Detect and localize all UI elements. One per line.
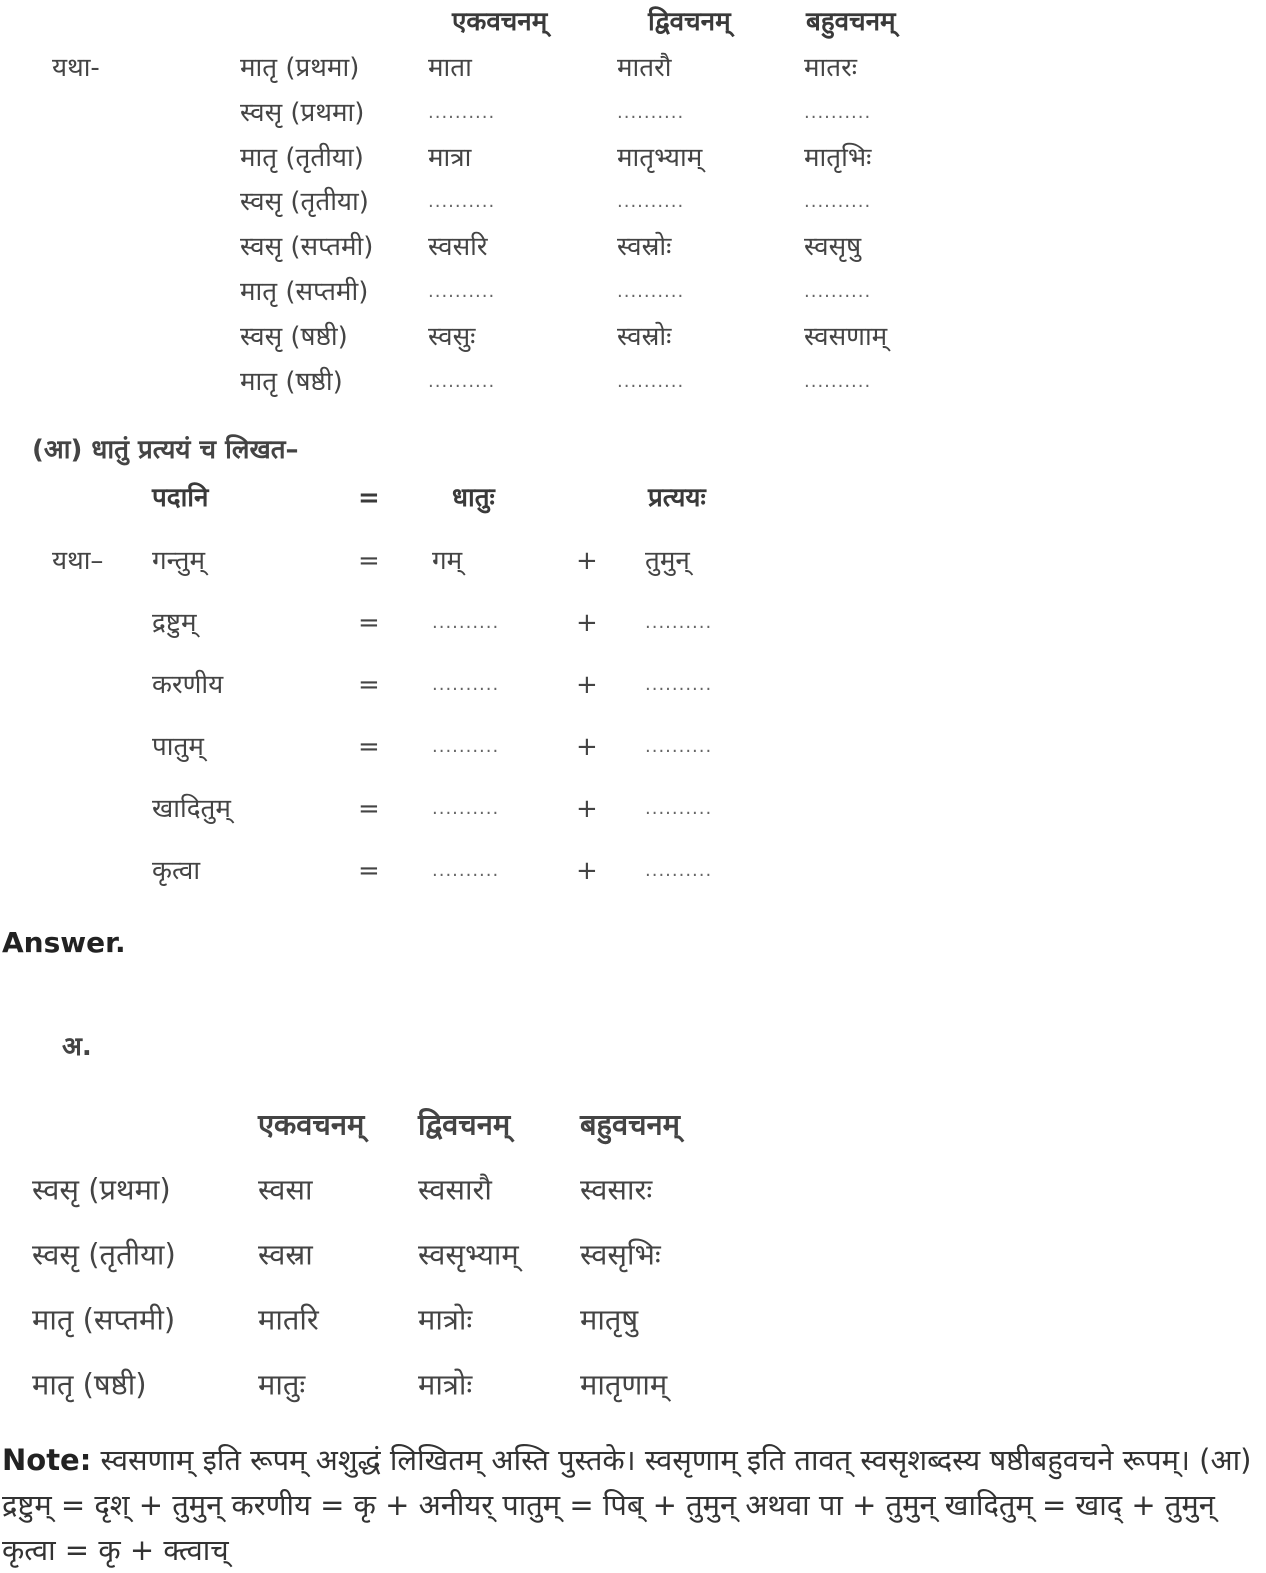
table-cell: .......... (617, 370, 685, 392)
table-cell: माता (428, 53, 472, 83)
table-cell: .......... (432, 736, 500, 757)
table-cell: स्वसृभिः (580, 1237, 661, 1272)
table-cell: स्वसणाम् (804, 321, 888, 352)
table-cell: .......... (645, 674, 713, 695)
table-cell: = (358, 670, 380, 700)
table-cell: स्वसा (258, 1172, 313, 1207)
table-cell: = (358, 794, 380, 824)
table-cell: = (358, 608, 380, 638)
column-header: प्रत्ययः (648, 483, 706, 513)
table-cell: स्वसृभ्याम् (418, 1237, 519, 1272)
table-cell: + (576, 608, 598, 638)
note-paragraph (2, 1438, 1266, 1573)
table-cell: मातृणाम् (580, 1367, 668, 1402)
table-cell: .......... (432, 612, 500, 633)
column-header: पदानि (152, 483, 209, 513)
row-label: स्वसृ (षष्ठी) (240, 321, 348, 352)
table-cell: .......... (432, 798, 500, 819)
table-cell: .......... (617, 281, 685, 302)
table-cell: .......... (432, 860, 500, 881)
column-header: = (358, 483, 380, 513)
row-label: स्वसृ (सप्तमी) (240, 232, 374, 263)
table-cell: = (358, 856, 380, 886)
table-cell: + (576, 794, 598, 824)
table-cell: स्वसारौ (418, 1172, 492, 1207)
table-cell: + (576, 670, 598, 700)
column-header: द्विवचनम् (418, 1107, 511, 1142)
table-cell: स्वसारः (580, 1172, 653, 1207)
table-cell: .......... (645, 612, 713, 633)
table-cell: = (358, 732, 380, 762)
row-label: मातृ (सप्तमी) (240, 277, 369, 307)
table-cell: स्वस्रा (258, 1237, 313, 1272)
table-cell: .......... (617, 101, 685, 123)
table-cell: तुमुन् (645, 546, 690, 576)
row-label: मातृ (षष्ठी) (32, 1367, 147, 1402)
row-label: मातृ (सप्तमी) (32, 1302, 176, 1337)
table-cell: मातरि (258, 1302, 319, 1337)
table-cell: मातुः (258, 1367, 306, 1402)
row-label: मातृ (तृतीया) (240, 142, 364, 173)
row-label: कृत्वा (152, 856, 201, 886)
row-label: खादितुम् (152, 794, 231, 824)
row-label: पातुम् (152, 732, 204, 762)
answer-sub-label: अ. (62, 1032, 92, 1062)
table-cell: स्वसुः (428, 321, 476, 352)
row-label: मातृ (प्रथमा) (240, 53, 360, 83)
column-header: द्विवचनम् (648, 7, 731, 37)
section-aa-title: (आ) धातुं प्रत्ययं च लिखत– (32, 435, 299, 465)
table-cell: स्वस्रोः (617, 232, 672, 263)
table-cell: स्वस्रोः (617, 321, 672, 352)
column-header: बहुवचनम् (580, 1107, 680, 1142)
table-cell: गम् (432, 546, 463, 576)
row-label: स्वसृ (प्रथमा) (32, 1172, 171, 1207)
example-label-2: यथा– (52, 546, 104, 576)
row-label: स्वसृ (तृतीया) (240, 187, 369, 218)
row-label: गन्तुम् (152, 546, 206, 576)
table-cell: मातृभिः (804, 142, 872, 173)
column-header: धातुः (452, 483, 495, 513)
table-cell: .......... (645, 736, 713, 757)
table-cell: .......... (428, 101, 496, 123)
row-label: करणीय (152, 670, 224, 700)
table-cell: स्वसृषु (804, 232, 862, 263)
table-cell: मातरौ (617, 53, 672, 83)
note-label: Note: (2, 1443, 92, 1477)
table-cell: .......... (617, 191, 685, 213)
table-cell: + (576, 856, 598, 886)
table-cell: मातृभ्याम् (617, 142, 703, 173)
answer-heading: Answer. (2, 926, 126, 959)
table-cell: .......... (804, 281, 872, 302)
column-header: बहुवचनम् (806, 7, 896, 37)
table-cell: + (576, 546, 598, 576)
table-cell: मात्रोः (418, 1302, 473, 1337)
table-cell: .......... (804, 191, 872, 213)
table-cell: स्वसरि (428, 232, 488, 263)
row-label: स्वसृ (तृतीया) (32, 1237, 176, 1272)
table-cell: .......... (428, 191, 496, 213)
table-cell: मातरः (804, 53, 857, 83)
table-cell: + (576, 732, 598, 762)
note-text: स्वसणाम् इति रूपम् अशुद्धं लिखितम् अस्ति पुस्तके। स्वसृणाम् इति तावत् स्वसृशब्दस्य षष्ठीबहुवचने रूपम्। (आ) द्रष्टुम् = दृश् + तुमुन् करणीय = कृ + अनीयर् पातुम् = पिब् + तुमुन् अथवा पा + तुमुन् खादितुम् = खाद् + तुमुन् कृत्वा = कृ + क्त्वाच् (2, 1443, 1252, 1567)
table-cell: मातृषु (580, 1302, 639, 1337)
table-cell: .......... (645, 798, 713, 819)
table-cell: मात्रा (428, 142, 472, 173)
column-header: एकवचनम् (258, 1107, 365, 1142)
example-label: यथा- (52, 53, 100, 83)
table-cell: .......... (432, 674, 500, 695)
table-cell: .......... (428, 281, 496, 302)
row-label: मातृ (षष्ठी) (240, 366, 343, 397)
table-cell: मात्रोः (418, 1367, 473, 1402)
table-cell: .......... (428, 370, 496, 392)
column-header: एकवचनम् (452, 7, 548, 37)
table-cell: .......... (645, 860, 713, 881)
table-cell: .......... (804, 101, 872, 123)
table-cell: .......... (804, 370, 872, 392)
row-label: द्रष्टुम् (152, 608, 197, 638)
table-cell: = (358, 546, 380, 576)
row-label: स्वसृ (प्रथमा) (240, 97, 365, 128)
